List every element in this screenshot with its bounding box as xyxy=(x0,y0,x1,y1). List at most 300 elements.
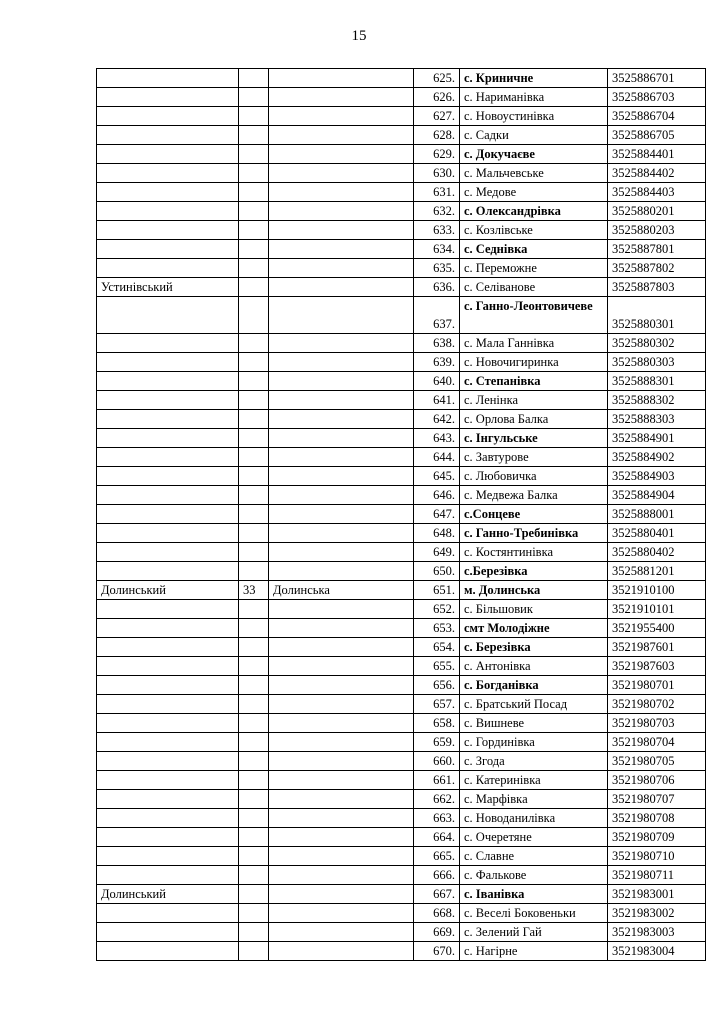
district-cell: Долинський xyxy=(97,885,239,904)
district-cell xyxy=(97,334,239,353)
settlement-name-cell: с. Нариманівка xyxy=(460,88,608,107)
table-row xyxy=(97,676,706,695)
district-cell xyxy=(97,524,239,543)
community-number-cell xyxy=(239,885,269,904)
koatuu-code-cell: 3525888302 xyxy=(608,391,706,410)
row-number-cell: 628. xyxy=(414,126,460,145)
table-row xyxy=(97,107,706,126)
settlement-name-cell: с. Костянтинівка xyxy=(460,543,608,562)
settlement-name-cell: смт Молодіжне xyxy=(460,619,608,638)
row-number-cell: 665. xyxy=(414,847,460,866)
koatuu-code-cell: 3525884901 xyxy=(608,429,706,448)
table-row xyxy=(97,581,706,600)
table-row xyxy=(97,372,706,391)
community-number-cell xyxy=(239,866,269,885)
table-row xyxy=(97,771,706,790)
row-number-cell: 643. xyxy=(414,429,460,448)
district-cell: Устинівський xyxy=(97,278,239,297)
row-number-cell: 657. xyxy=(414,695,460,714)
koatuu-code-cell: 3521983004 xyxy=(608,942,706,961)
row-number-cell: 655. xyxy=(414,657,460,676)
district-cell xyxy=(97,410,239,429)
table-row xyxy=(97,866,706,885)
row-number-cell: 637. xyxy=(414,297,460,334)
community-number-cell xyxy=(239,240,269,259)
community-cell xyxy=(269,486,414,505)
district-cell xyxy=(97,467,239,486)
row-number-cell: 644. xyxy=(414,448,460,467)
table-row xyxy=(97,923,706,942)
district-cell xyxy=(97,866,239,885)
koatuu-code-cell: 3525886703 xyxy=(608,88,706,107)
table-row xyxy=(97,657,706,676)
koatuu-code-cell: 3525880401 xyxy=(608,524,706,543)
community-number-cell xyxy=(239,202,269,221)
koatuu-code-cell: 3521910101 xyxy=(608,600,706,619)
community-cell xyxy=(269,448,414,467)
district-cell xyxy=(97,847,239,866)
community-cell xyxy=(269,942,414,961)
settlement-name-cell: с. Гординівка xyxy=(460,733,608,752)
koatuu-code-cell: 3521980708 xyxy=(608,809,706,828)
settlement-name-cell: с. Братський Посад xyxy=(460,695,608,714)
settlement-name-cell: с. Медвежа Балка xyxy=(460,486,608,505)
settlement-name-cell: с. Богданівка xyxy=(460,676,608,695)
settlement-name-cell: с. Степанівка xyxy=(460,372,608,391)
row-number-cell: 650. xyxy=(414,562,460,581)
community-cell xyxy=(269,847,414,866)
community-number-cell xyxy=(239,524,269,543)
row-number-cell: 631. xyxy=(414,183,460,202)
table-row xyxy=(97,88,706,107)
community-number-cell xyxy=(239,676,269,695)
table-row xyxy=(97,885,706,904)
settlement-name-cell: с. Орлова Балка xyxy=(460,410,608,429)
table-row xyxy=(97,809,706,828)
row-number-cell: 652. xyxy=(414,600,460,619)
district-cell xyxy=(97,619,239,638)
table-row xyxy=(97,467,706,486)
table-row xyxy=(97,353,706,372)
district-cell xyxy=(97,505,239,524)
koatuu-code-cell: 3525880201 xyxy=(608,202,706,221)
row-number-cell: 656. xyxy=(414,676,460,695)
row-number-cell: 658. xyxy=(414,714,460,733)
settlement-name-cell: с. Олександрівка xyxy=(460,202,608,221)
district-cell xyxy=(97,714,239,733)
community-number-cell xyxy=(239,221,269,240)
settlement-name-cell: м. Долинська xyxy=(460,581,608,600)
community-cell xyxy=(269,771,414,790)
table-row xyxy=(97,543,706,562)
district-cell xyxy=(97,543,239,562)
koatuu-code-cell: 3525880203 xyxy=(608,221,706,240)
community-cell xyxy=(269,923,414,942)
settlement-name-cell: с. Новочигиринка xyxy=(460,353,608,372)
community-cell xyxy=(269,429,414,448)
settlement-name-cell: с. Очеретяне xyxy=(460,828,608,847)
community-number-cell xyxy=(239,714,269,733)
community-cell xyxy=(269,524,414,543)
row-number-cell: 651. xyxy=(414,581,460,600)
koatuu-code-cell: 3525884403 xyxy=(608,183,706,202)
community-number-cell xyxy=(239,145,269,164)
koatuu-code-cell: 3525884402 xyxy=(608,164,706,183)
settlement-name-cell: с. Завтурове xyxy=(460,448,608,467)
community-cell xyxy=(269,126,414,145)
table-row xyxy=(97,410,706,429)
koatuu-code-cell: 3525887803 xyxy=(608,278,706,297)
page-number: 15 xyxy=(351,28,367,44)
row-number-cell: 647. xyxy=(414,505,460,524)
koatuu-code-cell: 3521980706 xyxy=(608,771,706,790)
community-number-cell xyxy=(239,505,269,524)
district-cell xyxy=(97,69,239,88)
community-cell xyxy=(269,638,414,657)
koatuu-code-cell: 3525880302 xyxy=(608,334,706,353)
row-number-cell: 664. xyxy=(414,828,460,847)
community-cell xyxy=(269,467,414,486)
community-number-cell xyxy=(239,923,269,942)
settlement-name-cell: с. Антонівка xyxy=(460,657,608,676)
row-number-cell: 633. xyxy=(414,221,460,240)
koatuu-code-cell: 3525888001 xyxy=(608,505,706,524)
community-number-cell xyxy=(239,771,269,790)
row-number-cell: 626. xyxy=(414,88,460,107)
row-number-cell: 667. xyxy=(414,885,460,904)
community-number-cell xyxy=(239,107,269,126)
koatuu-code-cell: 3525887802 xyxy=(608,259,706,278)
settlement-name-cell: с. Згода xyxy=(460,752,608,771)
district-cell xyxy=(97,923,239,942)
koatuu-code-cell: 3525884903 xyxy=(608,467,706,486)
table-row xyxy=(97,600,706,619)
row-number-cell: 666. xyxy=(414,866,460,885)
koatuu-code-cell: 3525886705 xyxy=(608,126,706,145)
koatuu-code-cell: 3525881201 xyxy=(608,562,706,581)
row-number-cell: 653. xyxy=(414,619,460,638)
koatuu-code-cell: 3525886701 xyxy=(608,69,706,88)
settlement-name-cell: с. Мала Ганнівка xyxy=(460,334,608,353)
community-number-cell xyxy=(239,126,269,145)
row-number-cell: 632. xyxy=(414,202,460,221)
community-cell xyxy=(269,69,414,88)
community-number-cell xyxy=(239,486,269,505)
district-cell xyxy=(97,126,239,145)
community-number-cell xyxy=(239,259,269,278)
settlement-name-cell: с. Більшовик xyxy=(460,600,608,619)
row-number-cell: 645. xyxy=(414,467,460,486)
district-cell xyxy=(97,259,239,278)
settlement-name-cell: с. Садки xyxy=(460,126,608,145)
district-cell xyxy=(97,562,239,581)
district-cell xyxy=(97,790,239,809)
community-number-cell xyxy=(239,543,269,562)
district-cell xyxy=(97,297,239,334)
community-number-cell xyxy=(239,733,269,752)
community-cell xyxy=(269,600,414,619)
koatuu-code-cell: 3521980705 xyxy=(608,752,706,771)
row-number-cell: 627. xyxy=(414,107,460,126)
settlement-name-cell: с. Селіванове xyxy=(460,278,608,297)
community-number-cell xyxy=(239,297,269,334)
community-cell: Долинська xyxy=(269,581,414,600)
settlement-name-cell: с. Медове xyxy=(460,183,608,202)
koatuu-code-cell: 3521983001 xyxy=(608,885,706,904)
settlement-name-cell: с. Седнівка xyxy=(460,240,608,259)
row-number-cell: 660. xyxy=(414,752,460,771)
row-number-cell: 646. xyxy=(414,486,460,505)
table-row xyxy=(97,904,706,923)
table-row xyxy=(97,221,706,240)
row-number-cell: 639. xyxy=(414,353,460,372)
district-cell xyxy=(97,695,239,714)
koatuu-code-cell: 3525886704 xyxy=(608,107,706,126)
table-row xyxy=(97,942,706,961)
table-row xyxy=(97,259,706,278)
community-cell xyxy=(269,145,414,164)
community-number-cell xyxy=(239,391,269,410)
community-number-cell xyxy=(239,334,269,353)
community-cell xyxy=(269,885,414,904)
community-number-cell xyxy=(239,752,269,771)
koatuu-code-cell: 3521980709 xyxy=(608,828,706,847)
community-number-cell xyxy=(239,69,269,88)
settlements-table-body xyxy=(97,69,706,961)
district-cell xyxy=(97,600,239,619)
table-row xyxy=(97,486,706,505)
koatuu-code-cell: 3525880402 xyxy=(608,543,706,562)
table-row xyxy=(97,448,706,467)
row-number-cell: 662. xyxy=(414,790,460,809)
table-row xyxy=(97,164,706,183)
community-number-cell xyxy=(239,790,269,809)
koatuu-code-cell: 3521980701 xyxy=(608,676,706,695)
row-number-cell: 630. xyxy=(414,164,460,183)
table-row xyxy=(97,752,706,771)
community-number-cell xyxy=(239,88,269,107)
settlement-name-cell: с. Вишневе xyxy=(460,714,608,733)
district-cell xyxy=(97,676,239,695)
community-cell xyxy=(269,391,414,410)
row-number-cell: 648. xyxy=(414,524,460,543)
koatuu-code-cell: 3525880303 xyxy=(608,353,706,372)
koatuu-code-cell: 3521980710 xyxy=(608,847,706,866)
row-number-cell: 634. xyxy=(414,240,460,259)
koatuu-code-cell: 3525887801 xyxy=(608,240,706,259)
community-cell xyxy=(269,88,414,107)
community-cell xyxy=(269,866,414,885)
table-row xyxy=(97,278,706,297)
koatuu-code-cell: 3521980707 xyxy=(608,790,706,809)
community-cell xyxy=(269,410,414,429)
koatuu-code-cell: 3521955400 xyxy=(608,619,706,638)
row-number-cell: 654. xyxy=(414,638,460,657)
table-row xyxy=(97,505,706,524)
district-cell xyxy=(97,88,239,107)
settlement-name-cell: с. Любовичка xyxy=(460,467,608,486)
community-number-cell xyxy=(239,164,269,183)
row-number-cell: 636. xyxy=(414,278,460,297)
community-cell xyxy=(269,619,414,638)
community-cell xyxy=(269,714,414,733)
district-cell xyxy=(97,221,239,240)
table-row xyxy=(97,562,706,581)
settlement-name-cell: с. Ганно-Требинівка xyxy=(460,524,608,543)
row-number-cell: 668. xyxy=(414,904,460,923)
community-cell xyxy=(269,183,414,202)
community-cell xyxy=(269,790,414,809)
settlements-table xyxy=(96,68,706,961)
community-cell xyxy=(269,505,414,524)
community-cell xyxy=(269,809,414,828)
community-number-cell xyxy=(239,562,269,581)
settlement-name-cell: с. Ганно-Леонтовичеве xyxy=(460,297,608,334)
district-cell xyxy=(97,183,239,202)
community-number-cell xyxy=(239,638,269,657)
community-cell xyxy=(269,904,414,923)
community-cell xyxy=(269,240,414,259)
community-number-cell xyxy=(239,410,269,429)
community-cell xyxy=(269,221,414,240)
table-row xyxy=(97,695,706,714)
community-number-cell xyxy=(239,278,269,297)
community-cell xyxy=(269,695,414,714)
community-cell xyxy=(269,562,414,581)
district-cell xyxy=(97,638,239,657)
table-row xyxy=(97,790,706,809)
community-number-cell: 33 xyxy=(239,581,269,600)
community-number-cell xyxy=(239,828,269,847)
table-row xyxy=(97,69,706,88)
table-row xyxy=(97,126,706,145)
community-cell xyxy=(269,657,414,676)
settlement-name-cell: с. Катеринівка xyxy=(460,771,608,790)
row-number-cell: 642. xyxy=(414,410,460,429)
community-number-cell xyxy=(239,448,269,467)
koatuu-code-cell: 3525884904 xyxy=(608,486,706,505)
district-cell xyxy=(97,429,239,448)
koatuu-code-cell: 3521987603 xyxy=(608,657,706,676)
row-number-cell: 663. xyxy=(414,809,460,828)
table-row xyxy=(97,334,706,353)
settlement-name-cell: с.Березівка xyxy=(460,562,608,581)
settlement-name-cell: с. Фалькове xyxy=(460,866,608,885)
table-row xyxy=(97,828,706,847)
community-cell xyxy=(269,259,414,278)
community-number-cell xyxy=(239,695,269,714)
koatuu-code-cell: 3525880301 xyxy=(608,297,706,334)
community-cell xyxy=(269,828,414,847)
district-cell xyxy=(97,107,239,126)
community-cell xyxy=(269,372,414,391)
row-number-cell: 670. xyxy=(414,942,460,961)
settlement-name-cell: с. Іванівка xyxy=(460,885,608,904)
koatuu-code-cell: 3521980702 xyxy=(608,695,706,714)
community-number-cell xyxy=(239,467,269,486)
koatuu-code-cell: 3521987601 xyxy=(608,638,706,657)
district-cell xyxy=(97,202,239,221)
community-cell xyxy=(269,353,414,372)
koatuu-code-cell: 3521983002 xyxy=(608,904,706,923)
settlement-name-cell: с. Мальчевське xyxy=(460,164,608,183)
district-cell xyxy=(97,486,239,505)
community-cell xyxy=(269,297,414,334)
settlement-name-cell: с. Новоданилівка xyxy=(460,809,608,828)
district-cell xyxy=(97,391,239,410)
community-number-cell xyxy=(239,619,269,638)
koatuu-code-cell: 3525884401 xyxy=(608,145,706,164)
settlement-name-cell: с. Марфівка xyxy=(460,790,608,809)
settlement-name-cell: с. Ленінка xyxy=(460,391,608,410)
community-cell xyxy=(269,543,414,562)
table-row xyxy=(97,714,706,733)
koatuu-code-cell: 3521980711 xyxy=(608,866,706,885)
district-cell xyxy=(97,657,239,676)
table-row xyxy=(97,847,706,866)
community-cell xyxy=(269,676,414,695)
row-number-cell: 638. xyxy=(414,334,460,353)
settlement-name-cell: с. Козлівське xyxy=(460,221,608,240)
settlement-name-cell: с. Переможне xyxy=(460,259,608,278)
community-cell xyxy=(269,164,414,183)
row-number-cell: 625. xyxy=(414,69,460,88)
koatuu-code-cell: 3525888303 xyxy=(608,410,706,429)
table-row xyxy=(97,429,706,448)
community-number-cell xyxy=(239,372,269,391)
row-number-cell: 661. xyxy=(414,771,460,790)
community-cell xyxy=(269,334,414,353)
row-number-cell: 640. xyxy=(414,372,460,391)
community-cell xyxy=(269,107,414,126)
table-row xyxy=(97,733,706,752)
settlement-name-cell: с. Веселі Боковеньки xyxy=(460,904,608,923)
table-row xyxy=(97,145,706,164)
district-cell xyxy=(97,752,239,771)
district-cell xyxy=(97,372,239,391)
community-cell xyxy=(269,202,414,221)
district-cell: Долинський xyxy=(97,581,239,600)
settlement-name-cell: с. Криничне xyxy=(460,69,608,88)
district-cell xyxy=(97,240,239,259)
koatuu-code-cell: 3521980704 xyxy=(608,733,706,752)
settlement-name-cell: с.Сонцеве xyxy=(460,505,608,524)
table-row xyxy=(97,619,706,638)
community-cell xyxy=(269,278,414,297)
row-number-cell: 659. xyxy=(414,733,460,752)
row-number-cell: 641. xyxy=(414,391,460,410)
koatuu-code-cell: 3525888301 xyxy=(608,372,706,391)
row-number-cell: 629. xyxy=(414,145,460,164)
settlement-name-cell: с. Докучаєве xyxy=(460,145,608,164)
settlement-name-cell: с. Зелений Гай xyxy=(460,923,608,942)
community-number-cell xyxy=(239,429,269,448)
district-cell xyxy=(97,733,239,752)
table-row xyxy=(97,638,706,657)
community-number-cell xyxy=(239,657,269,676)
community-number-cell xyxy=(239,600,269,619)
table-row xyxy=(97,297,706,334)
district-cell xyxy=(97,942,239,961)
community-number-cell xyxy=(239,942,269,961)
settlement-name-cell: с. Нагірне xyxy=(460,942,608,961)
row-number-cell: 635. xyxy=(414,259,460,278)
koatuu-code-cell: 3525884902 xyxy=(608,448,706,467)
table-row xyxy=(97,183,706,202)
koatuu-code-cell: 3521910100 xyxy=(608,581,706,600)
settlement-name-cell: с. Інгульське xyxy=(460,429,608,448)
district-cell xyxy=(97,145,239,164)
